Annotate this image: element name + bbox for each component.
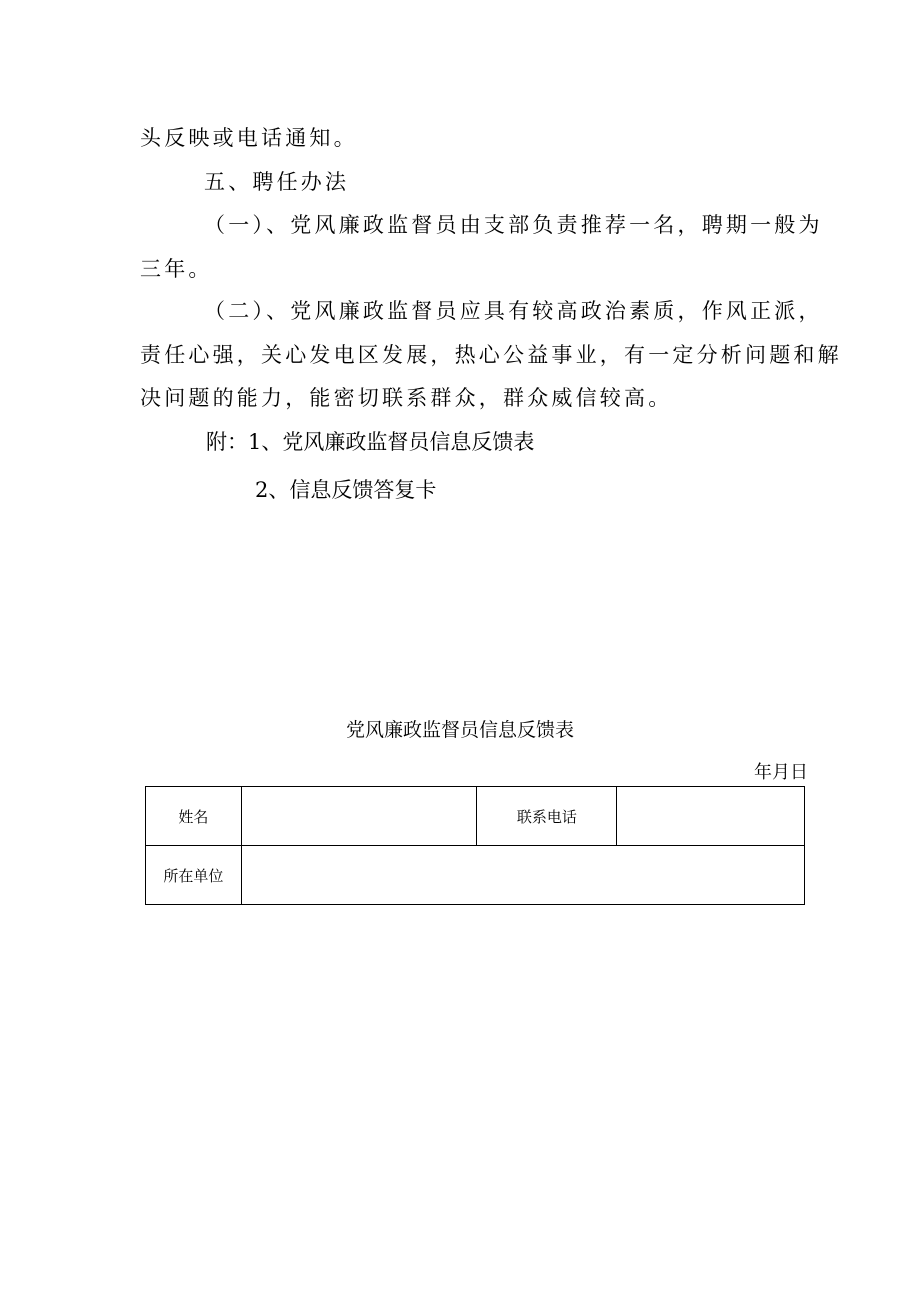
paragraph-line: （一）、党风廉政监督员由支部负责推荐一名，聘期一般为 bbox=[204, 213, 823, 237]
date-label: 年月日 bbox=[754, 762, 808, 783]
paragraph-line: 责任心强，关心发电区发展，热心公益事业，有一定分析问题和解 bbox=[140, 343, 842, 367]
feedback-table bbox=[145, 786, 805, 905]
unit-label: 所在单位 bbox=[146, 846, 242, 905]
attachment-item: 2、信息反馈答复卡 bbox=[255, 478, 437, 502]
paragraph-line: 三年。 bbox=[140, 257, 213, 281]
paragraph-line: （二）、党风廉政监督员应具有较高政治素质，作风正派， bbox=[204, 299, 823, 323]
attachment-item: 附：1、党风廉政监督员信息反馈表 bbox=[206, 430, 535, 454]
name-label: 姓名 bbox=[146, 787, 242, 846]
section-heading: 五、聘任办法 bbox=[204, 170, 350, 194]
table-row bbox=[146, 787, 805, 846]
table-row bbox=[146, 846, 805, 905]
phone-label: 联系电话 bbox=[477, 787, 617, 846]
paragraph-line: 头反映或电话通知。 bbox=[140, 126, 358, 150]
form-title: 党风廉政监督员信息反馈表 bbox=[345, 719, 574, 741]
name-field[interactable] bbox=[241, 787, 477, 846]
paragraph-line: 决问题的能力，能密切联系群众，群众威信较高。 bbox=[140, 386, 673, 410]
unit-field[interactable] bbox=[241, 846, 804, 905]
phone-field[interactable] bbox=[617, 787, 805, 846]
